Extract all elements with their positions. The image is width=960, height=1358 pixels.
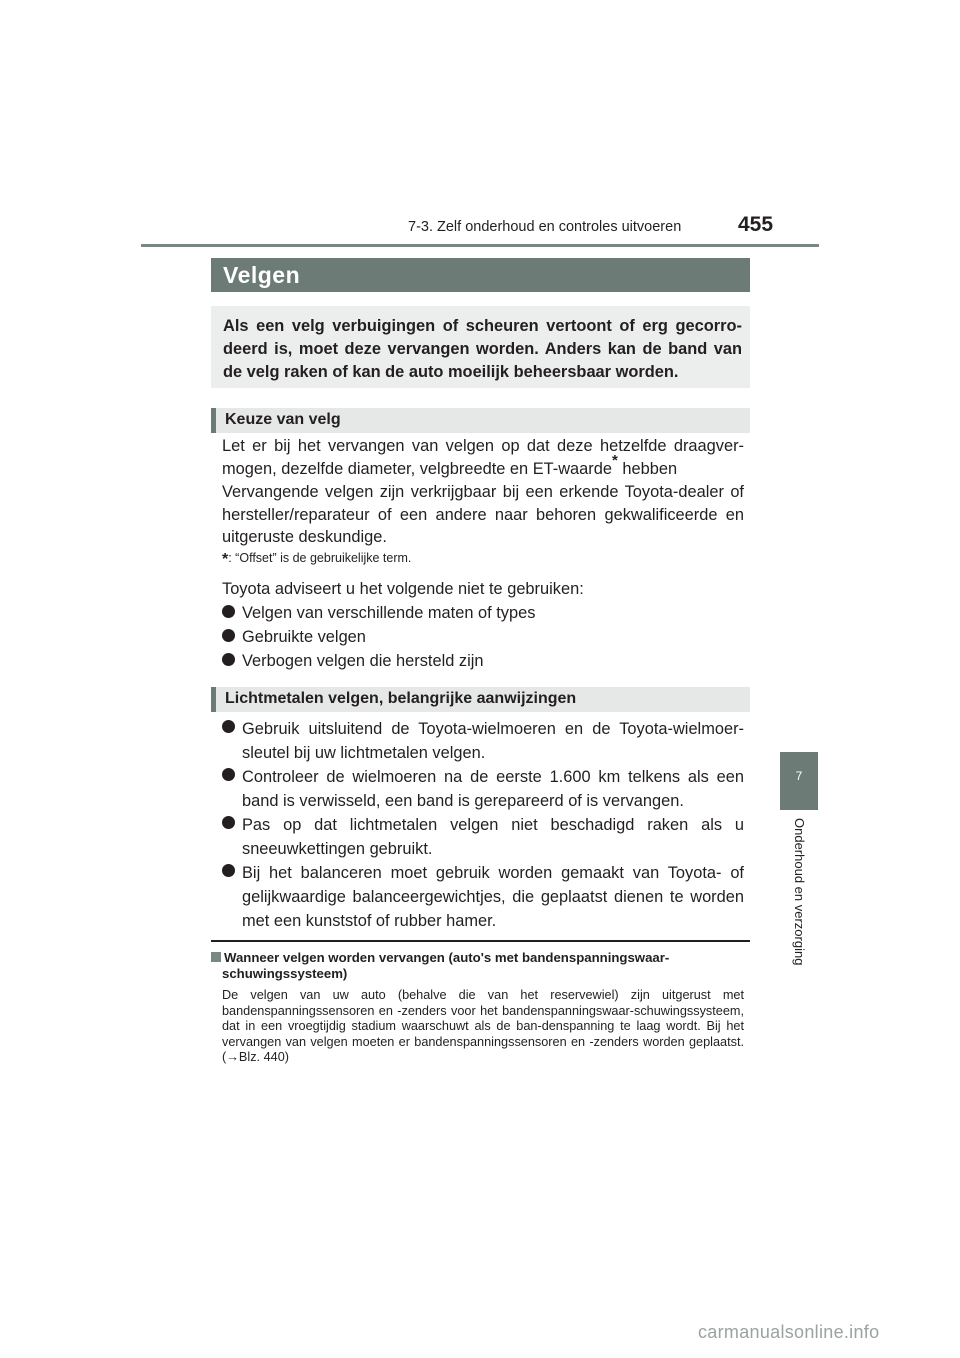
bullet-icon (222, 720, 235, 733)
list-item-text: Gebruikte velgen (242, 627, 366, 646)
list-item-text: Bij het balanceren moet gebruik worden gemaakt van Toyota- of gelijkwaardige balanceergewichtjes, die geplaatst dienen te worden met een kunststof of rubber hamer. (242, 864, 744, 930)
page-title-bar (211, 258, 750, 292)
section1-paragraph1 (222, 435, 744, 480)
footnote-text: : “Offset” is de gebruikelijke term. (228, 551, 412, 565)
list-item (222, 861, 744, 933)
chapter-number: 7 (795, 769, 803, 783)
header-section-title: 7-3. Zelf onderhoud en controles uitvoeren (408, 219, 682, 235)
square-bullet-icon (211, 952, 221, 962)
list-item-text: Pas op dat lichtmetalen velgen niet beschadigd raken als u sneeuwkettingen gebruikt. (242, 816, 744, 858)
list-item (222, 626, 744, 649)
advice-text: Toyota adviseert u het volgende niet te gebruiken: (222, 580, 584, 598)
note-separator (211, 940, 750, 942)
footnote-mark: * (222, 551, 229, 568)
list-item-text: Controleer de wielmoeren na de eerste 1.600 km telkens als een band is verwisseld, een band is gerepareerd of is vervangen. (242, 768, 744, 810)
subheading-lichtmetalen-label: Lichtmetalen velgen, belangrijke aanwijzingen (225, 690, 577, 707)
list-item-text: Velgen van verschillende maten of types (242, 604, 536, 622)
section1-paragraph2: Vervangende velgen zijn verkrijgbaar bij een erkende Toyota-dealer of hersteller/reparateur of een andere naar behoren gekwalificeerde en uitgeruste deskundige. (222, 483, 744, 547)
list-item (222, 650, 744, 673)
intro-text: Als een velg verbuigingen of scheuren vertoont of erg gecorro-deerd is, moet deze vervangen worden. Anders kan de band van de velg raken of kan de auto moeilijk beheersbaar worden. (223, 317, 742, 381)
list-item (222, 717, 744, 765)
note-title (211, 950, 750, 981)
section1-paragraph1a: Let er bij het vervangen van velgen op dat deze hetzelfde draagver-mogen, dezelfde diameter, velgbreedte en ET-waarde (222, 437, 744, 478)
chapter-side-label (789, 818, 809, 988)
chapter-side-label-text: Onderhoud en verzorging (792, 818, 807, 966)
subheading-lichtmetalen (211, 687, 750, 712)
bullet-list-2 (222, 717, 744, 933)
bullet-icon (222, 816, 235, 829)
note-body: De velgen van uw auto (behalve die van het reservewiel) zijn uitgerust met bandenspanningssensoren en -zenders voor het bandenspanningswaar-schuwingssysteem, dat in een vroegtijdig stadium waarschuwt als de ban-denspanning te laag wordt. Bij het vervangen van velgen moeten er bandenspanningssensoren en -zenders worden geplaatst. (→Blz. 440) (222, 988, 744, 1065)
asterisk-mark: * (611, 452, 618, 470)
subheading-keuze (211, 408, 750, 433)
bullet-icon (222, 864, 235, 877)
page-number: 455 (738, 213, 774, 236)
section1-paragraph1b: hebben (617, 459, 678, 478)
bullet-list-1 (222, 602, 744, 674)
intro-box (211, 306, 750, 388)
footnote (222, 551, 411, 569)
bullet-icon (222, 629, 235, 642)
page-title: Velgen (223, 262, 301, 288)
header-rule (141, 244, 819, 247)
chapter-tab (780, 752, 818, 810)
list-item (222, 765, 744, 813)
note-title-line2: schuwingssysteem) (222, 965, 348, 981)
subheading-keuze-label: Keuze van velg (225, 411, 341, 428)
list-item-text: Verbogen velgen die hersteld zijn (242, 651, 484, 670)
list-item-text: Gebruik uitsluitend de Toyota-wielmoeren en de Toyota-wielmoer-sleutel bij uw lichtmetalen velgen. (242, 720, 744, 762)
watermark: carmanualsonline.info (698, 1322, 880, 1342)
list-item (222, 602, 744, 625)
note-title-line1: Wanneer velgen worden vervangen (auto's met bandenspanningswaar- (224, 950, 670, 965)
bullet-icon (222, 653, 235, 666)
bullet-icon (222, 768, 235, 781)
bullet-icon (222, 605, 235, 618)
list-item (222, 813, 744, 861)
